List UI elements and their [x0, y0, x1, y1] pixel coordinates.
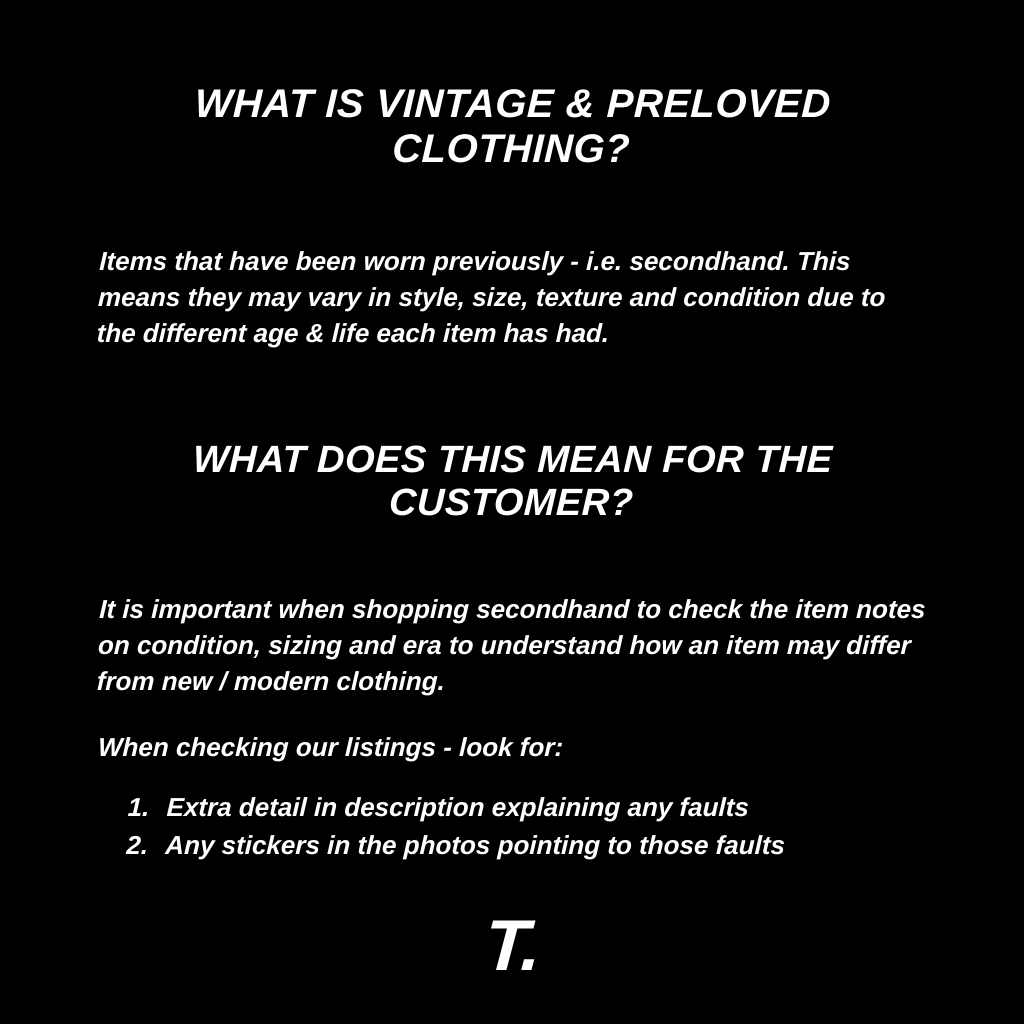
list-item: 1. Extra detail in description explaining any faults: [156, 788, 953, 826]
paragraph-customer-advice: It is important when shopping secondhand to check the item notes on condition, sizing and era to understand how an item may differ from new / modern clothing.: [96, 594, 927, 697]
heading-what-is-vintage: WHAT IS VINTAGE & PRELOVED CLOTHING?: [194, 82, 832, 171]
list-item: 2. Any stickers in the photos pointing to those faults: [155, 826, 952, 864]
paragraph-definition: Items that have been worn previously - i.e. secondhand. This means they may vary in style, size, texture and condition due to the different age & life each item has had.: [96, 245, 887, 348]
faults-list: [71, 788, 954, 865]
heading-what-does-this-mean: WHAT DOES THIS MEAN FOR THE CUSTOMER?: [192, 439, 834, 524]
brand-logo: T.: [481, 906, 543, 986]
paragraph-look-for: When checking our listings - look for:: [97, 731, 564, 762]
